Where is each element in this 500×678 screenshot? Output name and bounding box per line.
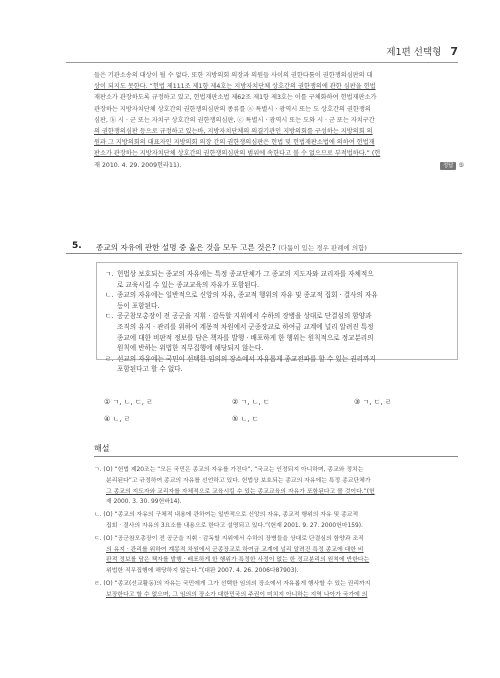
prev-line: 들은 기관소송의 대상이 될 수 없다. 또한 지방의회 의장과 의원들 사이의 권한다툼이 권한쟁의심판의 대 [94,72,373,79]
answer-marker [440,160,464,171]
question-stem: 종교의 자유에 관한 설명 중 옳은 것을 모두 고른 것은? [96,243,276,252]
statement-line: 포함된다고 할 수 없다. [117,365,183,374]
option-number: ④ [104,415,111,423]
option-2[interactable] [232,397,270,407]
option-number: ⑤ [232,415,239,423]
statement-item [105,269,449,290]
solution-label: 해설 [94,444,110,453]
statement-mark: ㄴ. [105,291,114,300]
solution-line: ㄷ. (O) “공군참모총장이 전 공군을 지휘 · 감독할 지위에서 수하의 장병들을 상대로 단결심의 함양과 조직 [94,535,364,542]
statement-line: 선교의 자유에는 국민이 선택한 임의의 장소에서 자유롭게 종교전파를 할 수 있는 권리까지 [117,354,376,363]
prev-line: 의 권한쟁의심판 등으로 규정하고 있는바, 지방자치단체의 의결기관인 지방의회를 구성하는 지방의회 의 [94,128,373,136]
solution-line: 보장한다고 할 수 없으며, 그 임의의 장소가 대한민국의 주권이 미치지 아니하는 지역 나아가 국가에 의 [106,591,368,598]
statement-item [105,290,449,311]
option-number: ① [104,398,111,406]
page-header [386,44,458,58]
prev-line: 심판, ⓑ 시 · 군 또는 자치구 상호간의 권한쟁의심판, ⓒ 특별시 · 광역시 또는 도와 시 · 군 또는 자치구간 [94,116,375,124]
option-number: ② [232,398,239,406]
solution-line: 의 유지 · 관리를 위하여 계몽적 차원에서 군종장교로 하여금 교계에 널리 알려진 특정 종교에 대한 비 [106,546,364,553]
solution-line: 그 종교의 지도자와 교리자를 자체적으로 교육시킬 수 있는 종교교육의 자유가 포함된다고 볼 것이다.”(헌 [106,488,375,495]
previous-explanation [94,70,464,171]
statement-mark: ㄱ. [105,270,114,278]
statement-line: 헌법상 보호되는 종교의 자유에는 특정 종교단체가 그 종교의 지도자와 교리자를 자체적으 [117,270,374,278]
option-text: ㄴ, ㄹ [112,415,131,423]
solution-line: ㄱ. (O) “헌법 제20조는 “모든 국민은 종교의 자유를 가진다”, “국교는 인정되지 아니하며, 종교와 정치는 [94,467,364,473]
prev-line: 원과 그 지방의회의 대표자인 지방의회 의장 간의 권한쟁의심판은 헌법 및 헌법재판소법에 의하여 헌법재 [94,139,375,147]
option-row [104,414,464,431]
solution-line: 분리된다”고 규정하여 종교의 자유를 선언하고 있다. 헌법상 보호되는 종교의 자유에는 특정 종교단체가 [106,477,371,484]
solution-body [94,465,464,603]
solution-para [94,510,464,532]
option-row [104,397,464,414]
prev-line: 관장하는 지방자치단체 상호간의 권한쟁의심판의 종류를 ⓐ 특별시 · 광역시 또는 도 상호간의 권한쟁의 [94,105,371,113]
solution-line: 집회 · 결사의 자유의 3요소를 내용으로 한다고 설명되고 있다.”(헌재 2001. 9. 27. 2000헌마159). [106,522,363,529]
solution-line: ㄹ. (O) “종교(선교활동)의 자유는 국민에게 그가 선택한 임의의 장소에서 자유롭게 행사할 수 있는 권리까지 [94,580,371,587]
solution-para [94,534,464,577]
question-number: 5. [72,241,82,251]
option-4[interactable] [104,414,131,424]
prev-line: 재판소가 관장하도록 규정하고 있고, 헌법재판소법 제62조 제1항 제3호는 이를 구체화하여 헌법재판소가 [94,94,377,102]
prev-line: 상이 되지도 못한다. “헌법 제111조 제1항 제4호는 지방자치단체 상호간의 권한쟁의에 관한 심판을 헌법 [94,83,376,91]
statement-box [96,262,458,374]
answer-badge: 정답 [440,162,457,170]
option-text: ㄱ, ㄷ, ㄹ [362,398,392,406]
statement-line: 종교의 자유에는 일반적으로 신앙의 자유, 종교적 행위의 자유 및 종교적 집회 · 결사의 자유 [117,291,378,300]
statement-mark: ㄷ. [105,312,114,321]
option-number: ③ [354,398,361,406]
solution-para [94,579,464,601]
header-rule [66,62,458,63]
statement-line: 로 교육시킬 수 있는 종교교육의 자유가 포함된다. [117,280,260,289]
statement-item [105,354,449,375]
option-1[interactable] [104,397,153,407]
citation: 재 2010. 4. 29. 2009헌라11). [94,161,182,169]
statement-line: 등이 포함된다. [117,301,160,310]
prev-last-line [94,160,464,171]
solution-rule [94,456,458,457]
answer-options [104,397,464,431]
solution-line: 재 2000. 3. 30. 99헌바14). [106,499,182,506]
option-5[interactable] [232,414,259,424]
statement-line: 공군참모총장이 전 공군을 지휘 · 감독할 지위에서 수하의 장병을 상대로 단결심의 함양과 [117,312,372,321]
question-hint: (다툼이 있는 경우 판례에 의함) [278,244,367,252]
prev-line: 판소가 관장하는 지방자치단체 상호간의 권한쟁의심판의 범위에 속한다고 볼 수 없으므로 부적법하다.” (헌 [94,150,381,158]
solution-para [94,465,464,508]
solution-line: 판적 정보를 담은 책자를 발행 · 배포하게 한 행위가 특정한 사정이 없는 한 정교분리의 원칙에 반한다는 [106,557,370,564]
statement-mark: ㄹ. [105,354,114,363]
statement-line: 조직의 유지 · 관리를 위하여 계몽적 차원에서 군종장교로 하여금 교계에 널리 알려진 특정 [117,322,374,331]
solution-line: ㄴ. (O) “종교의 자유의 구체적 내용에 관하여는 일반적으로 신앙의 자유, 종교적 행위의 자유 및 종교적 [94,512,359,519]
section-title: 제1편 선택형 [386,47,442,58]
option-text: ㄴ, ㄷ [240,415,259,423]
option-3[interactable] [354,397,392,407]
page-number: 7 [450,45,458,58]
answer-value: ⑤ [458,161,464,169]
statement-line: 종교에 대한 비판적 정보를 담은 책자를 발행 · 배포하게 한 행위는 원칙적으로 정교분리의 [117,333,374,342]
question-text [96,242,367,253]
solution-line: 위법한 직무집행에 해당하지 않는다.”(대판 2007. 4. 26. 2006다87903). [106,568,299,575]
statement-line: 원칙에 반하는 위법한 직무집행에 해당되지 않는다. [117,344,264,353]
statement-item [105,311,449,353]
option-text: ㄱ, ㄴ, ㄷ, ㄹ [112,398,153,406]
option-text: ㄱ, ㄴ, ㄷ [240,398,270,406]
